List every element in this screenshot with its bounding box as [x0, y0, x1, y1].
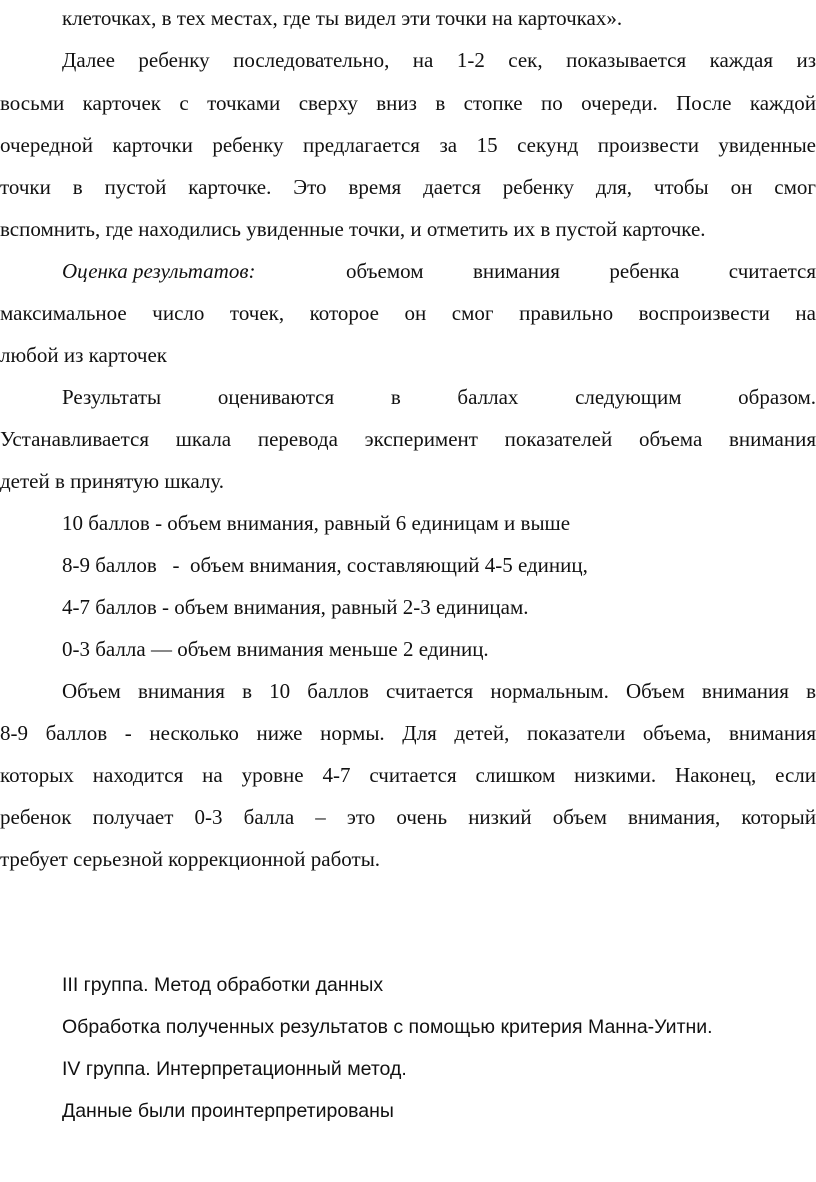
assessment-label: Оценка результатов: — [62, 259, 256, 283]
scoring-line-2: Устанавливается шкала перевода эксперимент показателей объема внимания — [0, 427, 816, 451]
group-4-title: IV группа. Интерпретационный метод. — [62, 1058, 407, 1080]
assessment-line-3: любой из карточек — [0, 343, 167, 367]
group-3-text: Обработка полученных результатов с помощью критерия Манна-Уитни. — [62, 1016, 713, 1038]
norms-line-1: Объем внимания в 10 баллов считается нормальным. Объем внимания в — [62, 679, 816, 703]
procedure-line-1: Далее ребенку последовательно, на 1-2 сек, показывается каждая из — [62, 48, 816, 72]
group-3-title: III группа. Метод обработки данных — [62, 974, 384, 996]
scoring-line-1: Результаты оцениваются в баллах следующим образом. — [62, 385, 816, 409]
norms-line-4: ребенок получает 0-3 балла – это очень низкий объем внимания, который — [0, 805, 816, 829]
paragraph-top-line: клеточках, в тех местах, где ты видел эти точки на карточках». — [62, 6, 623, 30]
procedure-line-5: вспомнить, где находились увиденные точки, и отметить их в пустой карточке. — [0, 217, 706, 241]
assessment-line-2: максимальное число точек, которое он смог правильно воспроизвести на — [0, 301, 816, 325]
norms-line-3: которых находится на уровне 4-7 считается слишком низкими. Наконец, если — [0, 763, 816, 787]
procedure-line-3: очередной карточки ребенку предлагается за 15 секунд произвести увиденные — [0, 133, 816, 157]
group-4-text: Данные были проинтерпретированы — [62, 1100, 394, 1122]
norms-line-5: требует серьезной коррекционной работы. — [0, 847, 381, 871]
scale-item-4: 0-3 балла — объем внимания меньше 2 единиц. — [62, 637, 489, 661]
procedure-line-2: восьми карточек с точками сверху вниз в стопке по очереди. После каждой — [0, 91, 816, 115]
procedure-line-4: точки в пустой карточке. Это время дается ребенку для, чтобы он смог — [0, 175, 816, 199]
scoring-line-3: детей в принятую шкалу. — [0, 469, 225, 493]
assessment-line-1 — [62, 256, 816, 286]
scale-item-2: 8-9 баллов - объем внимания, составляющий 4-5 единиц, — [62, 553, 588, 577]
scale-item-3: 4-7 баллов - объем внимания, равный 2-3 единицам. — [62, 595, 529, 619]
assessment-line-1-text: объемом внимания ребенка считается — [346, 259, 816, 283]
norms-line-2: 8-9 баллов - несколько ниже нормы. Для детей, показатели объема, внимания — [0, 721, 816, 745]
scale-item-1: 10 баллов - объем внимания, равный 6 единицам и выше — [62, 511, 571, 535]
